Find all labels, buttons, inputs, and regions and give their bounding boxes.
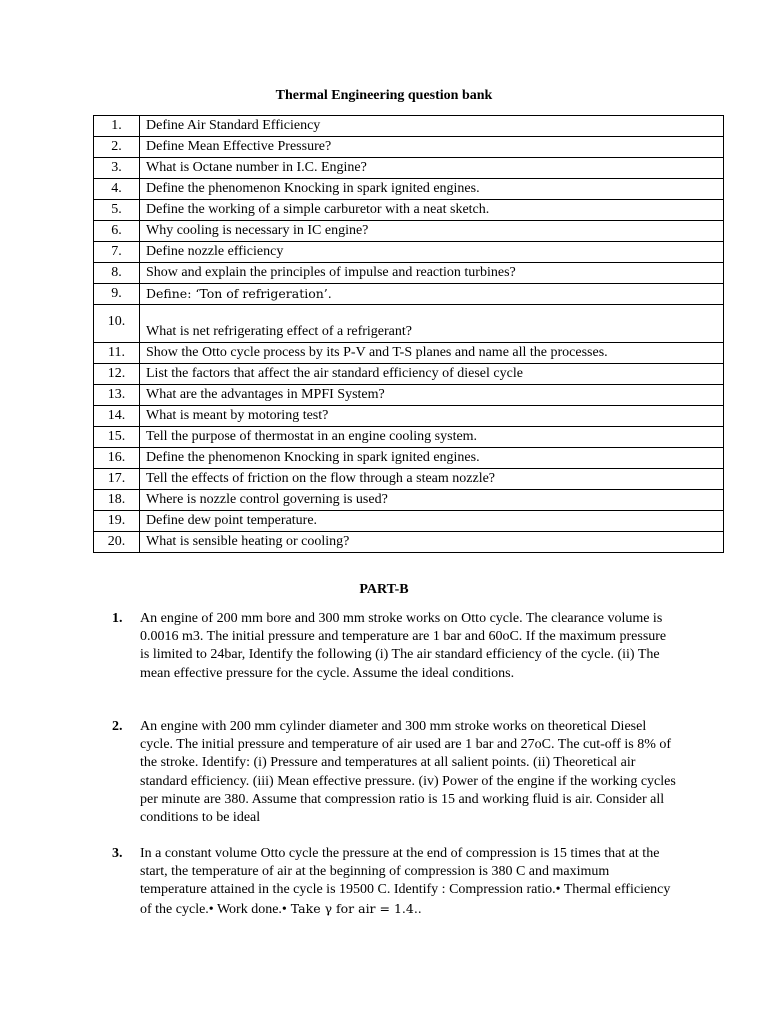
table-row [94, 158, 724, 179]
question-number: 20. [94, 532, 140, 553]
question-text: Where is nozzle control governing is used? [140, 490, 724, 511]
question-text: What is Octane number in I.C. Engine? [140, 158, 724, 179]
question-number: 16. [94, 448, 140, 469]
question-number: 2. [94, 137, 140, 158]
table-row [94, 242, 724, 263]
problem-text: An engine with 200 mm cylinder diameter and 300 mm stroke works on theoretical Diesel cycle. The initial pressure and temperature of air used are 1 bar and 27oC. The cut-off is 8% of the stroke. Identify: (i) Pressure and temperatures at all salient points. (ii) Theoretical air standard efficiency. (iii) Mean effective pressure. (iv) Power of the engine if the working cycles per minute are 380. Assume that compression ratio is 15 and working fluid is air. Consider all conditions to be ideal [140, 719, 676, 826]
question-number: 7. [94, 242, 140, 263]
problem-item [112, 718, 677, 827]
problem-text-tail: Take γ for air = 1.4.. [286, 900, 422, 916]
question-number: 9. [94, 284, 140, 305]
question-number: 17. [94, 469, 140, 490]
question-text: Define dew point temperature. [140, 511, 724, 532]
question-text: Show and explain the principles of impulse and reaction turbines? [140, 263, 724, 284]
table-row [94, 116, 724, 137]
table-row [94, 385, 724, 406]
question-text: What is meant by motoring test? [140, 406, 724, 427]
table-row [94, 532, 724, 553]
question-number: 10. [94, 305, 140, 343]
question-text: List the factors that affect the air standard efficiency of diesel cycle [140, 364, 724, 385]
page-title: Thermal Engineering question bank [275, 88, 493, 103]
question-text: Define the phenomenon Knocking in spark ignited engines. [140, 179, 724, 200]
table-row [94, 448, 724, 469]
question-number: 6. [94, 221, 140, 242]
question-number: 4. [94, 179, 140, 200]
question-table [93, 115, 724, 553]
question-text: Why cooling is necessary in IC engine? [140, 221, 724, 242]
part-b-heading: PART-B [359, 582, 409, 597]
table-row [94, 511, 724, 532]
table-row [94, 284, 724, 305]
problem-number: 1. [112, 611, 123, 626]
table-row [94, 305, 724, 343]
question-number: 19. [94, 511, 140, 532]
question-text: Define Mean Effective Pressure? [140, 137, 724, 158]
problem-number: 2. [112, 719, 123, 734]
question-text: Define the phenomenon Knocking in spark ignited engines. [140, 448, 724, 469]
problem-item [112, 610, 677, 683]
question-text: What are the advantages in MPFI System? [140, 385, 724, 406]
question-number: 1. [94, 116, 140, 137]
table-row [94, 343, 724, 364]
table-row [94, 427, 724, 448]
question-number: 8. [94, 263, 140, 284]
question-text: What is sensible heating or cooling? [140, 532, 724, 553]
question-text: Define Air Standard Efficiency [140, 116, 724, 137]
question-text: Tell the purpose of thermostat in an engine cooling system. [140, 427, 724, 448]
table-row [94, 364, 724, 385]
question-text: Define: ‘Ton of refrigeration’. [140, 284, 724, 305]
problem-number: 3. [112, 846, 123, 861]
table-row [94, 490, 724, 511]
table-row [94, 221, 724, 242]
question-text: Show the Otto cycle process by its P-V and T-S planes and name all the processes. [140, 343, 724, 364]
question-number: 12. [94, 364, 140, 385]
question-number: 18. [94, 490, 140, 511]
problem-item [112, 845, 677, 919]
table-row [94, 469, 724, 490]
problem-text: In a constant volume Otto cycle the pressure at the end of compression is 15 times that at the start, the temperature of air at the beginning of compression is 380 C and maximum temperature attained in the cycle is 19500 C. Identify : Compression ratio.• Thermal efficiency of the cycle.• Work done.• [140, 846, 671, 917]
question-number: 13. [94, 385, 140, 406]
question-number: 5. [94, 200, 140, 221]
problem-text-wrapper [140, 845, 677, 919]
question-text: What is net refrigerating effect of a refrigerant? [140, 305, 724, 343]
table-row [94, 179, 724, 200]
question-number: 11. [94, 343, 140, 364]
question-number: 15. [94, 427, 140, 448]
table-row [94, 406, 724, 427]
question-text: Define the working of a simple carburetor with a neat sketch. [140, 200, 724, 221]
table-row [94, 263, 724, 284]
question-text: Tell the effects of friction on the flow through a steam nozzle? [140, 469, 724, 490]
question-number: 14. [94, 406, 140, 427]
problem-text: An engine of 200 mm bore and 300 mm stroke works on Otto cycle. The clearance volume is 0.0016 m3. The initial pressure and temperature are 1 bar and 60oC. If the maximum pressure is limited to 24bar, Identify the following (i) The air standard efficiency of the cycle. (ii) The mean effective pressure for the cycle. Assume the ideal conditions. [140, 611, 667, 681]
question-text: Define nozzle efficiency [140, 242, 724, 263]
table-row [94, 137, 724, 158]
table-row [94, 200, 724, 221]
question-number: 3. [94, 158, 140, 179]
